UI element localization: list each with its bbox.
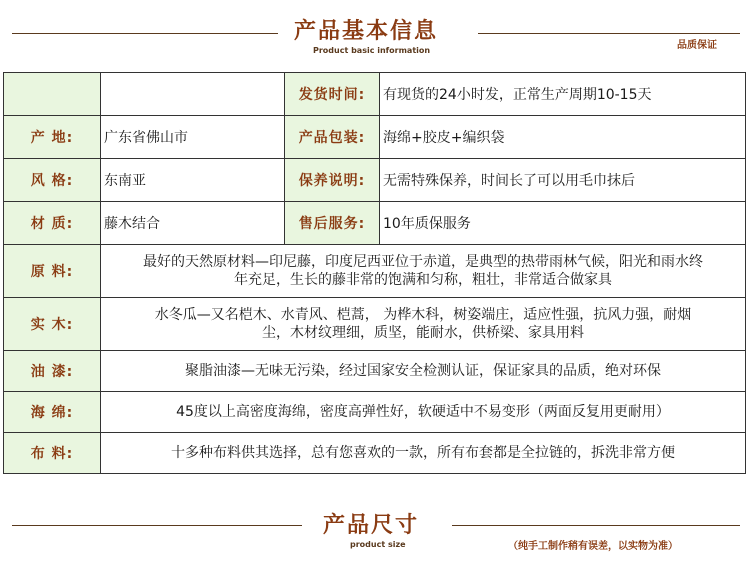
row-value: 海绵+胶皮+编织袋 bbox=[380, 116, 746, 159]
table-row bbox=[4, 433, 746, 474]
row-label: 产 地: bbox=[4, 116, 101, 159]
row-value: 聚脂油漆—无味无污染，经过国家安全检测认证，保证家具的品质，绝对环保 bbox=[101, 351, 746, 392]
row-label: 原 料: bbox=[4, 245, 101, 298]
product-info-table bbox=[3, 72, 746, 474]
section-subtitle: Product basic information bbox=[313, 46, 431, 55]
row-label: 保养说明: bbox=[285, 159, 380, 202]
header-rule-right bbox=[478, 33, 740, 34]
table-row bbox=[4, 298, 746, 351]
row-label: 油 漆: bbox=[4, 351, 101, 392]
row-value: 十多种布料供其选择，总有您喜欢的一款，所有布套都是全拉链的，拆洗非常方便 bbox=[101, 433, 746, 474]
table-row bbox=[4, 116, 746, 159]
row-value bbox=[101, 73, 285, 116]
row-label bbox=[4, 73, 101, 116]
row-value: 藤木结合 bbox=[101, 202, 285, 245]
row-value-line: 年充足，生长的藤非常的饱满和匀称，粗壮，非常适合做家具 bbox=[234, 272, 612, 288]
row-value: 10年质保服务 bbox=[380, 202, 746, 245]
size-subtitle: product size bbox=[350, 540, 406, 549]
row-value bbox=[101, 245, 746, 298]
row-value-line: 尘，木材纹理细，质坚，能耐水，供桥梁、家具用料 bbox=[262, 325, 584, 341]
table-row bbox=[4, 73, 746, 116]
table-row bbox=[4, 202, 746, 245]
row-value-line: 最好的天然原材料—印尼藤，印度尼西亚位于赤道，是典型的热带雨林气候，阳光和雨水终 bbox=[143, 254, 703, 270]
header-rule-left bbox=[12, 33, 278, 34]
table-row bbox=[4, 159, 746, 202]
row-label: 售后服务: bbox=[285, 202, 380, 245]
section-header-basic-info bbox=[0, 0, 750, 62]
section-header-product-size bbox=[0, 502, 750, 565]
footer-rule-left bbox=[12, 525, 302, 526]
row-value: 无需特殊保养，时间长了可以用毛巾抹后 bbox=[380, 159, 746, 202]
section-title: 产品基本信息 bbox=[294, 19, 439, 44]
row-value-line: 水冬瓜—又名桤木、水青风、桤蒿， 为桦木科，树姿端庄，适应性强，抗风力强，耐烟 bbox=[154, 307, 692, 323]
table-row bbox=[4, 351, 746, 392]
handmade-note: （纯手工制作稍有误差，以实物为准） bbox=[508, 541, 678, 552]
table-row bbox=[4, 392, 746, 433]
table-row bbox=[4, 245, 746, 298]
row-value: 有现货的24小时发，正常生产周期10-15天 bbox=[380, 73, 746, 116]
row-value: 广东省佛山市 bbox=[101, 116, 285, 159]
row-value bbox=[101, 298, 746, 351]
row-label: 材 质: bbox=[4, 202, 101, 245]
row-label: 海 绵: bbox=[4, 392, 101, 433]
quality-note: 品质保证 bbox=[677, 40, 717, 51]
row-value: 东南亚 bbox=[101, 159, 285, 202]
row-value: 45度以上高密度海绵，密度高弹性好，软硬适中不易变形（两面反复用更耐用） bbox=[101, 392, 746, 433]
row-label: 产品包装: bbox=[285, 116, 380, 159]
row-label: 实 木: bbox=[4, 298, 101, 351]
row-label: 风 格: bbox=[4, 159, 101, 202]
footer-rule-right bbox=[452, 525, 740, 526]
row-label: 布 料: bbox=[4, 433, 101, 474]
size-title: 产品尺寸 bbox=[323, 513, 420, 538]
row-label: 发货时间: bbox=[285, 73, 380, 116]
